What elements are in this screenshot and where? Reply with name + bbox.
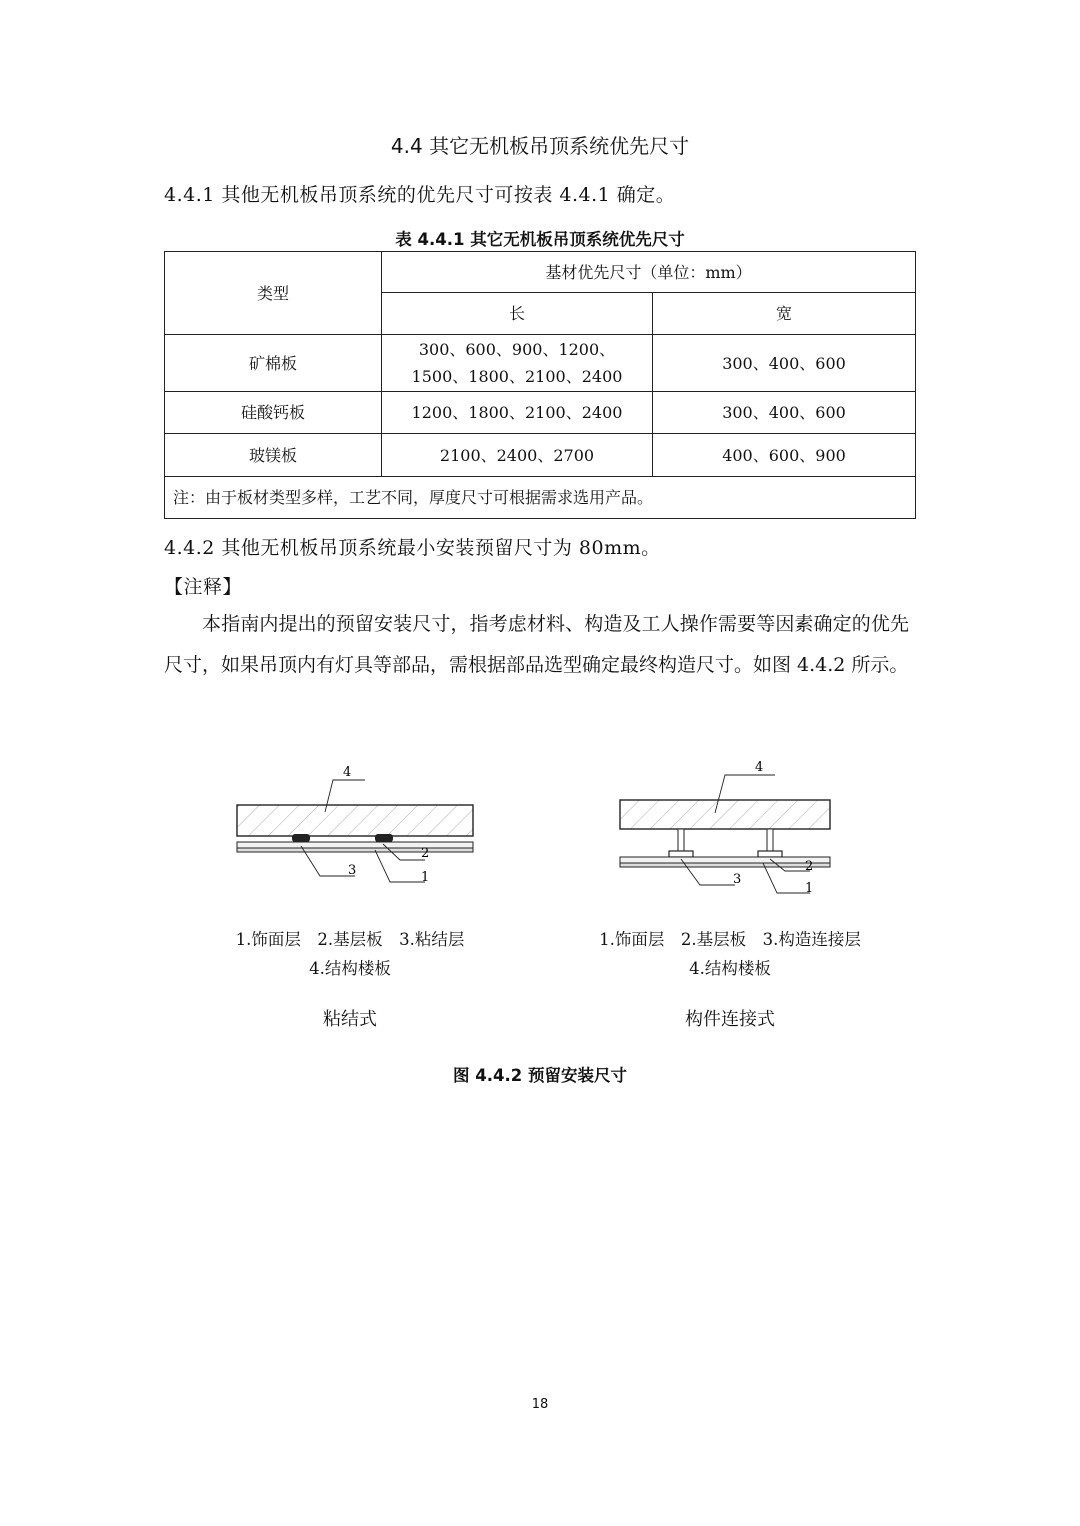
header-width: 宽 xyxy=(653,293,916,335)
figure-connector-diagram xyxy=(605,755,865,900)
cell-width: 300、400、600 xyxy=(653,335,916,392)
callout-label: 4 xyxy=(343,765,352,780)
cell-type: 玻镁板 xyxy=(165,434,382,477)
adhesive-dab xyxy=(375,834,393,842)
figure-adhesive-diagram xyxy=(225,760,485,890)
figure-caption: 图 4.4.2 预留安装尺寸 xyxy=(453,1066,627,1085)
structural-slab xyxy=(237,805,473,836)
size-table xyxy=(164,251,916,519)
hanger-rod xyxy=(678,829,684,851)
callout-label: 1 xyxy=(421,870,430,885)
callout-label: 3 xyxy=(348,863,357,878)
adhesive-dab xyxy=(292,834,310,842)
callout-label: 3 xyxy=(733,872,742,887)
header-length: 长 xyxy=(382,293,653,335)
page-number: 18 xyxy=(531,1397,549,1412)
cell-length: 1200、1800、2100、2400 xyxy=(382,392,653,434)
cell-length xyxy=(382,335,653,392)
connector xyxy=(669,851,693,857)
finish-layer xyxy=(620,863,830,867)
table-row xyxy=(165,434,916,477)
cell-length-line2: 1500、1800、2100、2400 xyxy=(411,367,623,386)
left-legend-line1: 1.饰面层 2.基层板 3.粘结层 xyxy=(235,930,465,949)
base-board xyxy=(237,842,473,848)
hanger-rod xyxy=(767,829,773,851)
table-row xyxy=(165,335,916,392)
cell-type: 矿棉板 xyxy=(165,335,382,392)
finish-layer xyxy=(237,848,473,852)
callout-label: 1 xyxy=(805,881,814,896)
left-figure-subtitle: 粘结式 xyxy=(323,1009,377,1030)
header-type: 类型 xyxy=(165,252,382,335)
annotation-body: 本指南内提出的预留安装尺寸，指考虑材料、构造及工人操作需要等因素确定的优先尺寸，如果吊顶内有灯具等部品，需根据部品选型确定最终构造尺寸。如图 4.4.2 所示。 xyxy=(164,613,909,676)
right-legend-line1: 1.饰面层 2.基层板 3.构造连接层 xyxy=(599,930,861,949)
clause-4-4-1: 4.4.1 其他无机板吊顶系统的优先尺寸可按表 4.4.1 确定。 xyxy=(164,184,676,206)
cell-length: 2100、2400、2700 xyxy=(382,434,653,477)
left-legend-line2: 4.结构楼板 xyxy=(309,959,391,978)
annotation-title: 【注释】 xyxy=(164,576,243,598)
base-board xyxy=(620,857,830,863)
table-caption: 表 4.4.1 其它无机板吊顶系统优先尺寸 xyxy=(395,230,685,249)
callout-label: 2 xyxy=(421,846,430,861)
table-row xyxy=(165,392,916,434)
table-note: 注：由于板材类型多样，工艺不同，厚度尺寸可根据需求选用产品。 xyxy=(165,477,916,519)
cell-width: 300、400、600 xyxy=(653,392,916,434)
clause-4-4-2: 4.4.2 其他无机板吊顶系统最小安装预留尺寸为 80mm。 xyxy=(164,537,661,559)
callout-label: 2 xyxy=(805,859,814,874)
structural-slab xyxy=(620,800,830,829)
callout-label: 4 xyxy=(755,760,764,775)
section-title: 4.4 其它无机板吊顶系统优先尺寸 xyxy=(390,134,690,158)
connector xyxy=(758,851,782,857)
cell-length-line1: 300、600、900、1200、 xyxy=(418,340,616,359)
right-legend-line2: 4.结构楼板 xyxy=(689,959,771,978)
header-group: 基材优先尺寸（单位：mm） xyxy=(382,252,916,293)
cell-type: 硅酸钙板 xyxy=(165,392,382,434)
cell-width: 400、600、900 xyxy=(653,434,916,477)
right-figure-subtitle: 构件连接式 xyxy=(685,1009,775,1030)
